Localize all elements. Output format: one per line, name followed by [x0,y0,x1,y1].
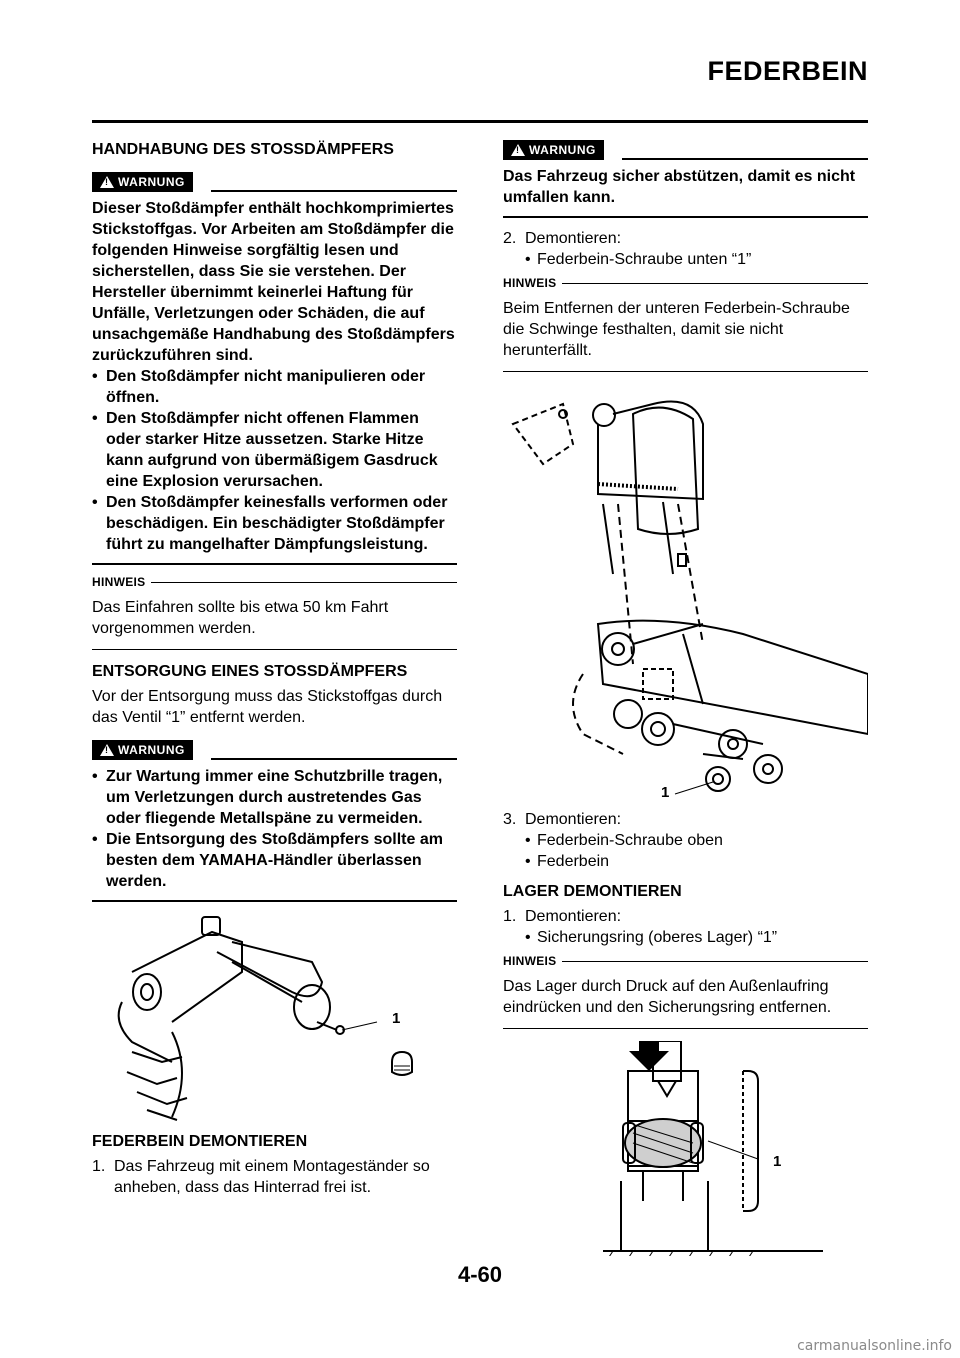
step-item: 2. Demontieren: [503,230,622,247]
warning-end-rule [92,563,457,565]
warning-end-rule [503,216,868,218]
note-text: Das Lager durch Druck auf den Außenlaufring eindrücken und den Sicherungsring entfernen. [503,978,832,1016]
step-item: 1. Das Fahrzeug mit einem Montageständer so anheben, dass das Hinterrad frei ist. [92,1158,430,1196]
bearing-figure [503,1041,868,1256]
note-end-rule [92,649,457,650]
warning-bullet: • Den Stoßdämpfer nicht manipulieren oder öffnen. [92,368,426,406]
figure-callout: 1 [392,1010,401,1027]
warning-header [92,168,457,192]
note-header [503,276,868,290]
warning-badge [92,172,193,192]
note-label: HINWEIS [92,575,146,589]
warning-text: Dieser Stoßdämpfer enthält hochkomprimiertes Stickstoffgas. Vor Arbeiten am Stoßdämpfer die folgenden Hinweise sorgfältig lesen und sicherstellen, dass Sie sie verstehen. Der Hersteller übernimmt keinerlei Haftung für Unfälle, Verletzungen oder Schäden, die auf unsachgemäße Handhabung des Stoßdämpfers zurückzuführen sind. [92,200,455,364]
warning-triangle-icon [511,144,525,156]
figure-callout: 1 [773,1153,782,1170]
figure-callout: 1 [661,784,670,801]
warning-label: WARNUNG [529,143,596,157]
step-sub-item: • Federbein-Schraube unten “1” [525,251,752,268]
warning-triangle-icon [100,176,114,188]
right-column [503,130,868,1266]
step-item: 3. Demontieren: [503,811,622,828]
bearing-press-illustration [503,1041,868,1256]
warning-header [92,736,457,760]
swingarm-figure [503,384,868,799]
warning-bullet: • Die Entsorgung des Stoßdämpfers sollte am besten dem YAMAHA-Händler überlassen werden. [92,831,443,890]
watermark: carmanualsonline.info [797,1338,952,1354]
section-title-bearing: LAGER DEMONTIEREN [503,883,682,900]
shock-absorber-figure [92,912,457,1122]
note-rule [562,283,868,284]
note-end-rule [503,1028,868,1029]
warning-rule [211,190,457,192]
warning-bullet: • Den Stoßdämpfer nicht offenen Flammen oder starker Hitze aussetzen. Starke Hitze kann aufgrund von übermäßigem Gasdruck eine Explosion verursachen. [92,410,438,490]
disposal-text: Vor der Entsorgung muss das Stickstoffgas durch das Ventil “1” entfernt werden. [92,688,443,726]
note-text: Das Einfahren sollte bis etwa 50 km Fahrt vorgenommen werden. [92,599,389,637]
step-sub-item: • Sicherungsring (oberes Lager) “1” [525,929,778,946]
left-column [92,130,457,1198]
page-title: FEDERBEIN [707,56,868,86]
warning-triangle-icon [100,744,114,756]
section-title-remove-shock: FEDERBEIN DEMONTIEREN [92,1133,308,1150]
section-title-disposal: ENTSORGUNG EINES STOSSDÄMPFERS [92,663,408,680]
note-label: HINWEIS [503,276,557,290]
page-number: 4-60 [457,1262,503,1287]
header-rule [92,120,868,123]
swingarm-illustration [503,384,868,799]
step-item: 1. Demontieren: [503,908,622,925]
note-end-rule [503,371,868,372]
warning-bullet: • Den Stoßdämpfer keinesfalls verformen oder beschädigen. Ein beschädigter Stoßdämpfer führt zu mangelhafter Dämpfungsleistung. [92,494,448,553]
warning-label: WARNUNG [118,743,185,757]
warning-rule [622,158,868,160]
warning-header [503,136,868,160]
note-label: HINWEIS [503,954,557,968]
shock-absorber-illustration [92,912,457,1122]
note-rule [562,961,868,962]
note-header [503,954,868,968]
warning-label: WARNUNG [118,175,185,189]
note-header [92,575,457,589]
warning-badge [503,140,604,160]
warning-bullet: • Zur Wartung immer eine Schutzbrille tragen, um Verletzungen durch austretendes Gas oder fliegende Metallspäne zu vermeiden. [92,768,443,827]
warning-badge [92,740,193,760]
note-text: Beim Entfernen der unteren Federbein-Schraube die Schwinge festhalten, damit sie nicht herunterfällt. [503,300,850,359]
note-rule [151,582,457,583]
warning-rule [211,758,457,760]
warning-text: Das Fahrzeug sicher abstützen, damit es nicht umfallen kann. [503,168,856,206]
step-sub-item: • Federbein [525,853,610,870]
step-sub-item: • Federbein-Schraube oben [525,832,723,849]
warning-end-rule [92,900,457,902]
section-title-handling: HANDHABUNG DES STOSSDÄMPFERS [92,141,394,158]
